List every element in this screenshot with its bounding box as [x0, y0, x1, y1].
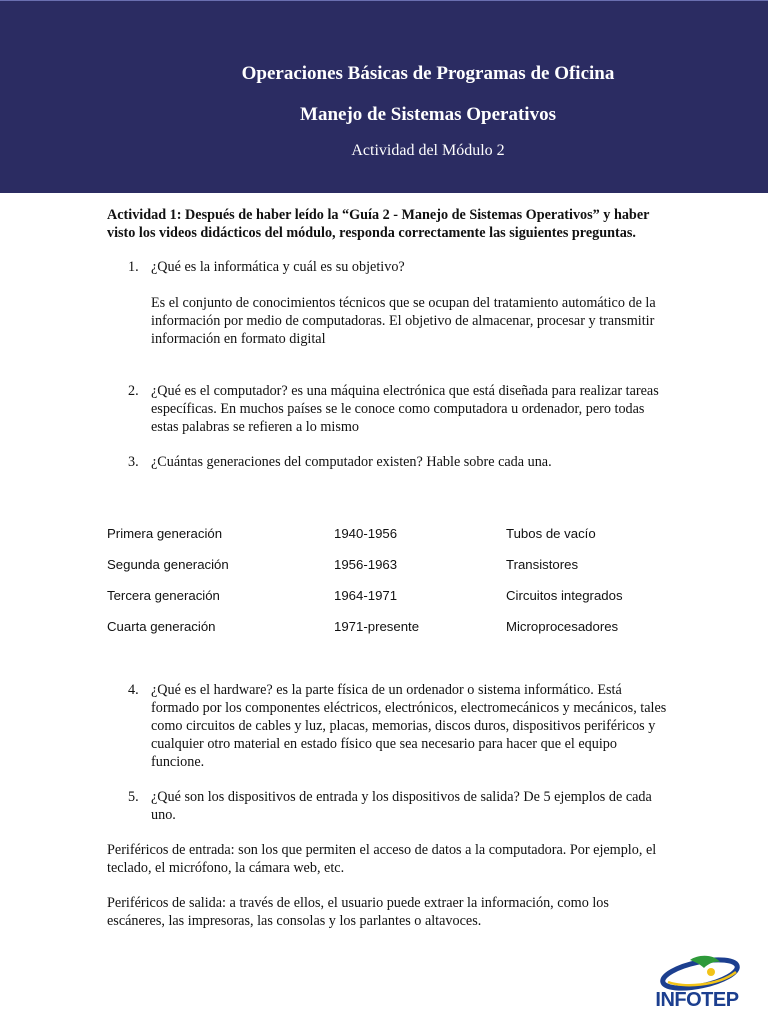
course-title: Operaciones Básicas de Programas de Oficina — [241, 63, 615, 84]
input-devices-paragraph: Periféricos de entrada: son los que permiten el acceso de datos a la computadora. Por ejemplo, el teclado, el micrófono, la cámara web, etc. — [107, 842, 657, 876]
module-label: Actividad del Módulo 2 — [351, 142, 505, 159]
generation-tech: Transistores — [506, 557, 579, 572]
table-row — [107, 588, 667, 619]
question-number: 2. — [128, 383, 139, 399]
generation-tech: Microprocesadores — [506, 619, 619, 634]
table-row — [107, 557, 667, 588]
question-number: 4. — [128, 682, 139, 698]
answer-1: Es el conjunto de conocimientos técnicos que se ocupan del tratamiento automático de la información por medio de computadoras. El objetivo de almacenar, procesar y transmitir información en formato digital — [151, 295, 656, 347]
question-text: ¿Cuántas generaciones del computador existen? Hable sobre cada una. — [151, 454, 552, 470]
generation-years: 1971-presente — [334, 619, 420, 634]
table-row — [107, 526, 667, 557]
question-number: 5. — [128, 789, 139, 805]
question-3 — [107, 453, 667, 471]
course-subtitle: Manejo de Sistemas Operativos — [300, 104, 556, 125]
question-5 — [107, 788, 667, 824]
header-banner — [0, 0, 768, 193]
document-body — [107, 206, 667, 471]
question-text: ¿Qué son los dispositivos de entrada y los dispositivos de salida? De 5 ejemplos de cada uno. — [151, 789, 652, 823]
generation-name: Cuarta generación — [107, 619, 216, 634]
generation-years: 1940-1956 — [334, 526, 398, 541]
question-4 — [107, 681, 667, 771]
table-row — [107, 619, 667, 650]
generations-table — [107, 526, 667, 650]
generation-name: Tercera generación — [107, 588, 220, 603]
generation-name: Segunda generación — [107, 557, 229, 572]
question-text: ¿Qué es el computador? es una máquina electrónica que está diseñada para realizar tareas específicas. En muchos países se le conoce como computadora u ordenador, pero todas estas palabras se refieren a lo mismo — [151, 383, 659, 435]
generation-name: Primera generación — [107, 526, 223, 541]
generation-tech: Tubos de vacío — [506, 526, 596, 541]
generation-years: 1956-1963 — [334, 557, 398, 572]
logo-text: INFOTEP — [655, 989, 739, 1011]
activity-intro: Actividad 1: Después de haber leído la “Guía 2 - Manejo de Sistemas Operativos” y haber visto los videos didácticos del módulo, responda correctamente las siguientes preguntas. — [107, 207, 650, 241]
infotep-logo — [648, 952, 748, 1016]
generation-tech: Circuitos integrados — [506, 588, 623, 603]
question-number: 1. — [128, 259, 139, 275]
question-text: ¿Qué es la informática y cuál es su objetivo? — [151, 259, 405, 275]
generation-years: 1964-1971 — [334, 588, 398, 603]
question-1 — [107, 258, 667, 276]
document-body-lower — [107, 681, 667, 930]
question-number: 3. — [128, 454, 139, 470]
globe-swoosh-icon — [648, 952, 748, 992]
question-text: ¿Qué es el hardware? es la parte física de un ordenador o sistema informático. Está formado por los componentes eléctricos, electrónicos, electromecánicos y mecánicos, tales como circuitos de cables y luz, placas, memorias, discos duros, dispositivos periféricos y cualquier otro material en estado físico que sea necesario para hacer que el equipo funcione. — [151, 682, 667, 770]
question-2 — [107, 382, 667, 436]
output-devices-paragraph: Periféricos de salida: a través de ellos, el usuario puede extraer la información, como los escáneres, las impresoras, las consolas y los parlantes o altavoces. — [107, 895, 609, 929]
